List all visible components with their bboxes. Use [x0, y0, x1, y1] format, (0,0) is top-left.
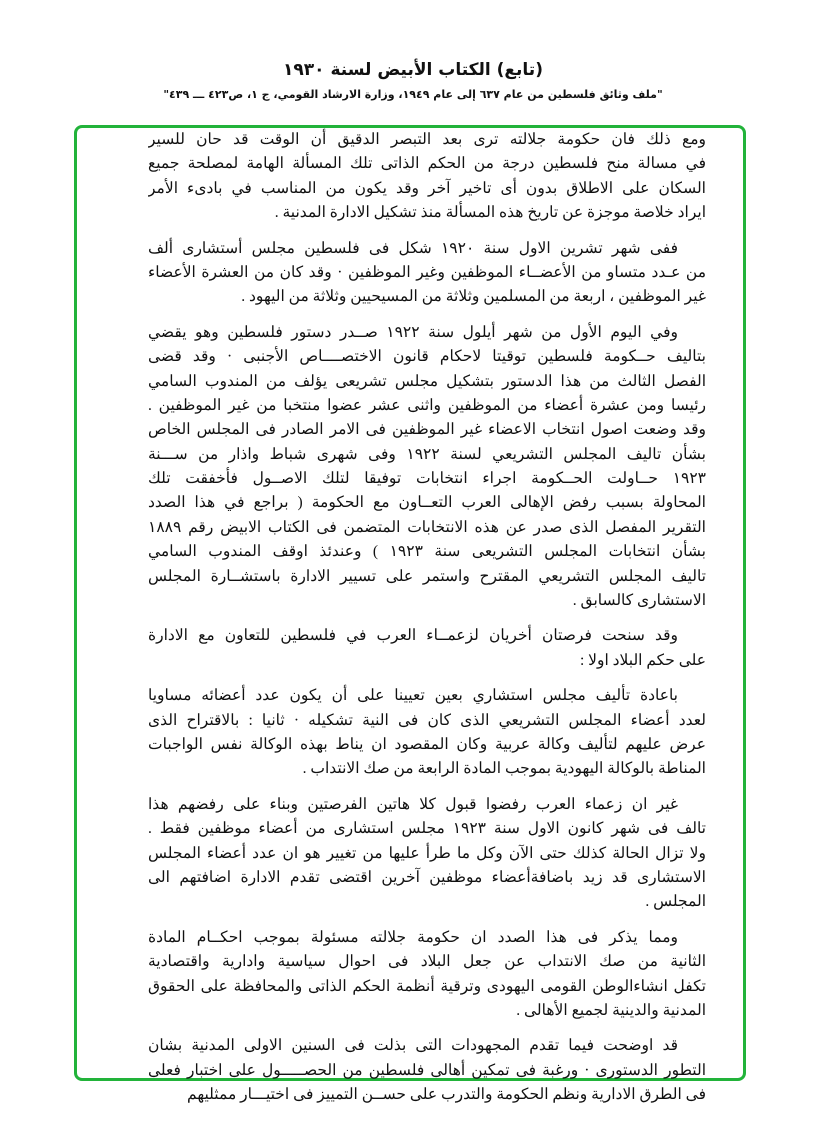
- text-line: غير ان زعماء العرب رفضوا قبول كلا هاتين الفرصتين وبناء على رفضهم هذا: [148, 795, 678, 813]
- text-line: الفصل الثالث من هذا الدستور بتشكيل مجلس تشريعى يؤلف من المندوب السامي: [148, 372, 706, 390]
- text-line: ولا تزال الحالة كذلك حتى الآن وكل ما طرأ عليها من تغيير هو ان عدد أعضاء المجلس: [148, 844, 706, 862]
- text-line: وقد سنحت فرصتان أخريان لزعمــاء العرب في فلسطين للتعاون مع الادارة: [148, 627, 678, 645]
- text-line: فى الطرق الادارية ونظم الحكومة والتدرب على حســن التمييز فى اختيـــار ممثليهم: [187, 1086, 706, 1104]
- text-line: المناطة بالوكالة اليهودية بموجب المادة الرابعة من صك الانتداب .: [302, 760, 706, 778]
- text-line: لعدد أعضاء المجلس التشريعي الذى كان فى النية تشكيله · ثانيا : بالاقتراح الذى: [148, 711, 706, 729]
- text-line: ومع ذلك فان حكومة جلالته ترى بعد التبصر الدقيق أن الوقت قد حان للسير: [148, 131, 706, 148]
- text-line: المجلس .: [645, 893, 706, 911]
- text-line: الاستشارى كالسابق .: [572, 592, 706, 610]
- paragraph: [148, 926, 706, 1024]
- paragraph: [148, 237, 706, 310]
- page-title: (تابع) الكتاب الأبيض لسنة ١٩٣٠: [283, 60, 543, 80]
- text-line: بشأن انتخابات المجلس التشريعى سنة ١٩٢٣ ) وعندئذ اوقف المندوب السامي: [148, 543, 706, 561]
- text-line: تكفل انشاءالوطن القومى اليهودى وترقية أنظمة الحكم الذاتى والمحافظة على الحقوق: [148, 977, 706, 995]
- text-line: ومما يذكر فى هذا الصدد ان حكومة جلالته مسئولة بموجب احكــام المادة: [148, 928, 678, 946]
- paragraph: [148, 321, 706, 614]
- text-line: ايراد خلاصة موجزة عن تاريخ هذه المسألة منذ تشكيل الادارة المدنية .: [274, 204, 706, 222]
- text-line: عرض عليهم لتأليف وكالة عربية وكان المقصود ان يناط بهذه الوكالة نفس الواجبات: [148, 735, 706, 753]
- text-line: تالف فى شهر كانون الاول سنة ١٩٢٣ مجلس استشارى من أعضاء موظفين فقط .: [148, 820, 706, 838]
- paragraph: [148, 128, 706, 226]
- text-line: غير الموظفين ، اربعة من المسلمين وثلاثة من المسيحيين وثلاثة من اليهود .: [241, 288, 706, 306]
- text-line: على حكم البلاد اولا :: [579, 651, 706, 669]
- text-line: السكان على الاطلاق بدون أى تاخير آخر وقد يكون من المناسب في بادىء الأمر: [148, 179, 706, 197]
- text-line: التقرير المفصل الذى صدر عن هذه الانتخابات المتضمن فى الكتاب الابيض رقم ١٨٨٩: [148, 518, 706, 536]
- text-line: باعادة تأليف مجلس استشاري بعين تعيينا على أن يكون عدد أعضائه مساويا: [148, 687, 678, 705]
- source-citation: "ملف وثائق فلسطين من عام ٦٣٧ إلى عام ١٩٤٩، وزارة الارشاد القومي، ج ١، ص٤٢٣ ـــ ٤٣٩": [163, 88, 663, 101]
- paragraph: [148, 684, 706, 782]
- text-line: المحاولة بسبب رفض الإهالى العرب التعــاون مع الحكومة ( براجع في هذا الصدد: [148, 494, 706, 512]
- text-line: بشأن تاليف المجلس التشريعي لسنة ١٩٢٢ وفى شهرى شباط واذار من ســـنة: [148, 445, 706, 463]
- text-line: ففى شهر تشرين الاول سنة ١٩٢٠ شكل فى فلسطين مجلس أستشارى ألف: [148, 239, 678, 257]
- text-line: وفي اليوم الأول من شهر أيلول سنة ١٩٢٢ صــدر دستور فلسطين وهو يقضي: [148, 323, 678, 341]
- text-line: الاستشارى قد زيد باضافةأعضاء موظفين آخرين اقتضى تقدم الادارة اضافتهم الى: [148, 868, 706, 886]
- text-line: التطور الدستورى · ورغبة فى تمكين أهالى فلسطين من الحصـــــول على اختبار فعلى: [148, 1061, 706, 1079]
- text-line: وقد وضعت اصول انتخاب الاعضاء غير الموظفين فى الامر الصادر فى المجلس الخاص: [148, 421, 706, 439]
- text-line: رئيسا ومن عشرة أعضاء من الموظفين واثنى عشر عضوا منتخبا من غير الموظفين .: [148, 396, 706, 414]
- paragraph: [148, 624, 706, 673]
- text-line: قد اوضحت فيما تقدم المجهودات التى بذلت فى السنين الاولى المدنية بشان: [148, 1037, 678, 1055]
- text-line: الثانية من صك الانتداب عن جعل البلاد فى احوال سياسية وادارية واقتصادية: [148, 953, 706, 971]
- text-line: ١٩٢٣ حــاولت الحــكومة اجراء انتخابات توفيقا لتلك الاصــول فأخفقت تلك: [148, 470, 706, 488]
- paragraph: [148, 793, 706, 915]
- paragraph: [148, 1034, 706, 1107]
- text-line: المدنية والدينية لجميع الأهالى .: [516, 1001, 706, 1019]
- text-line: من عـدد متساو من الأعضــاء الموظفين وغير الموظفين · وقد كان من العشرة الأعضاء: [148, 263, 706, 281]
- text-line: تاليف المجلس التشريعي المقترح واستمر على تسيير الادارة باستشــارة المجلس: [148, 567, 706, 585]
- document-body: [148, 128, 706, 1118]
- text-line: في مسالة منح فلسطين درجة من الحكم الذاتى تلك المسألة الهامة لمصلحة جميع: [148, 155, 706, 173]
- text-line: بتاليف حــكومة فلسطين توقيتا لاحكام قانون الاختصــــاص الأجنبى · وقد قضى: [148, 348, 706, 366]
